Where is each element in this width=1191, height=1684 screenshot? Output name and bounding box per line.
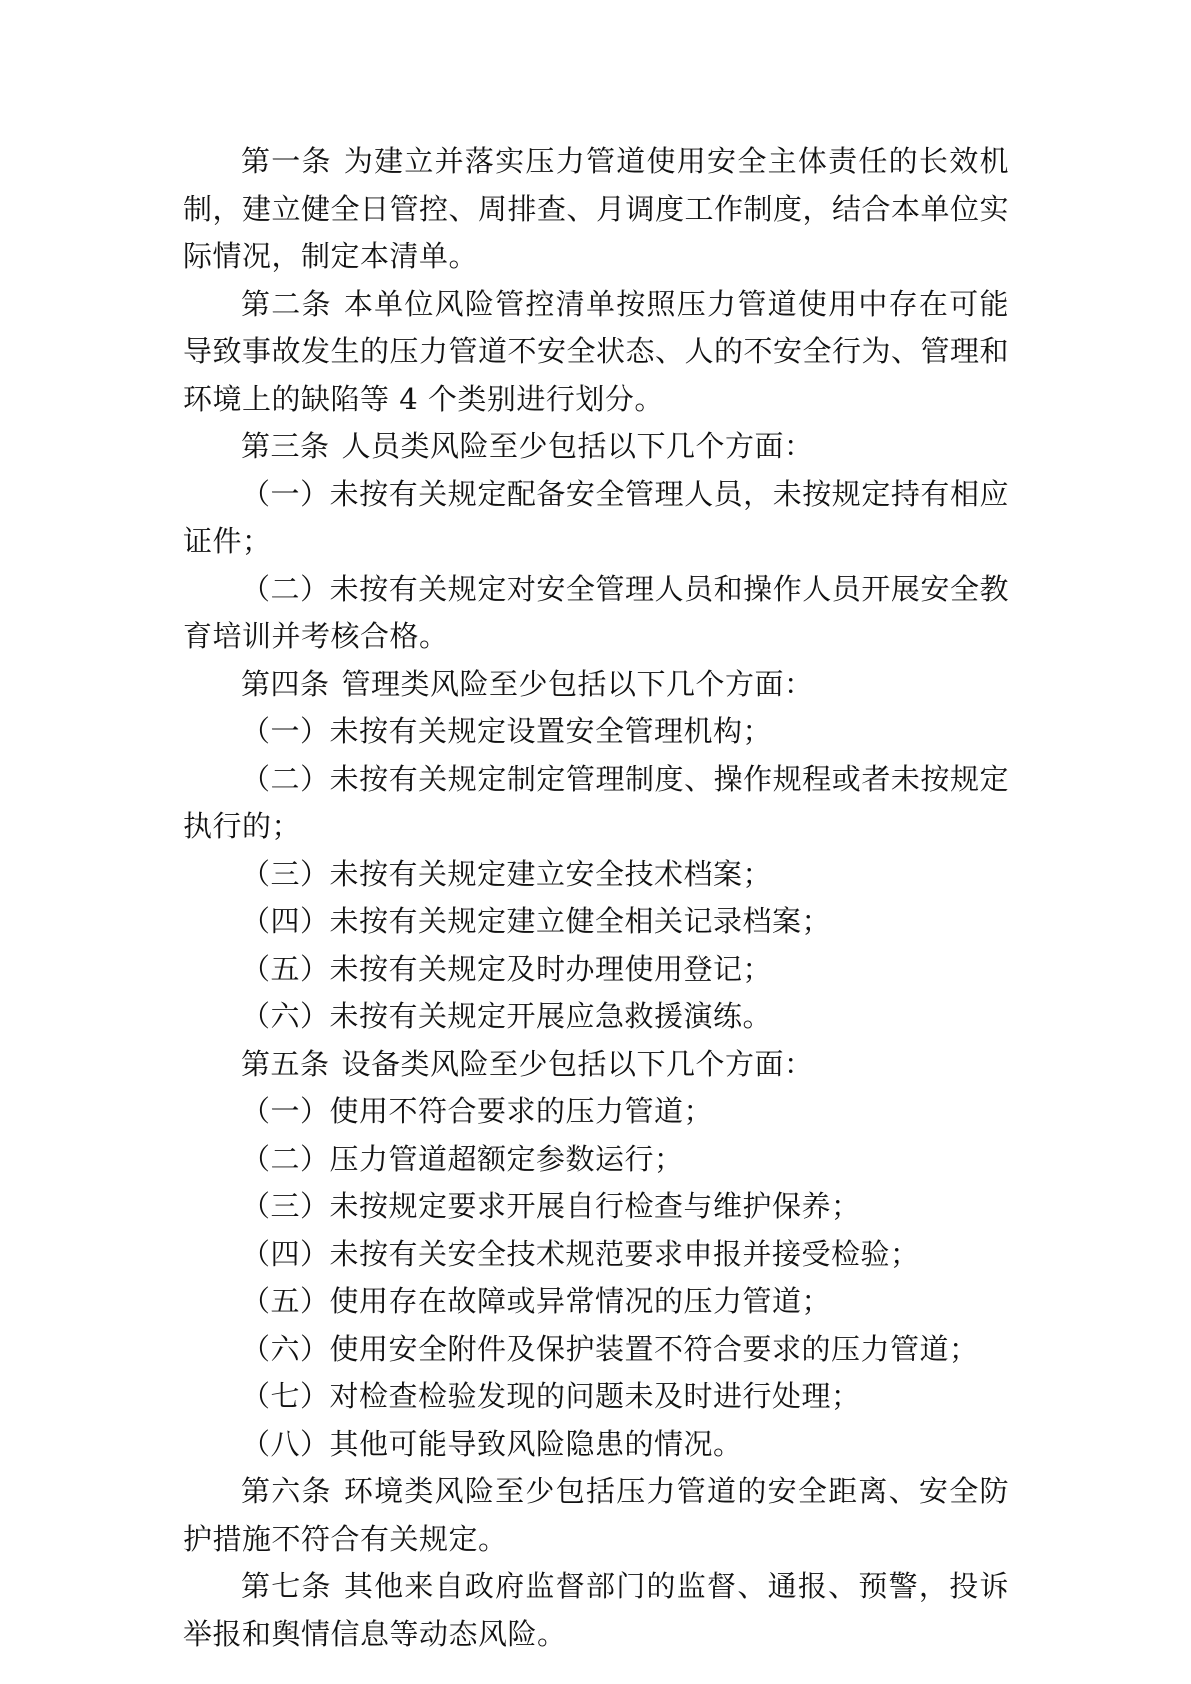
article-number: 第三条 xyxy=(241,429,330,463)
list-item xyxy=(183,1326,1009,1374)
list-item xyxy=(183,1373,1009,1421)
list-item xyxy=(183,566,1009,661)
list-item xyxy=(183,851,1009,899)
list-item-text: （六）使用安全附件及保护装置不符合要求的压力管道； xyxy=(241,1331,979,1366)
article-text: 其他来自政府监督部门的监督、通报、预警，投诉举报和舆情信息等动态风险。 xyxy=(183,1569,1009,1651)
list-item-text: （五）未按有关规定及时办理使用登记； xyxy=(241,951,773,986)
list-item xyxy=(183,1278,1009,1326)
article-text: 本单位风险管控清单按照压力管道使用中存在可能导致事故发生的压力管道不安全状态、人的不安全行为、管理和环境上的缺陷等 4 个类别进行划分。 xyxy=(183,286,1010,416)
article-7 xyxy=(183,1563,1009,1658)
article-3 xyxy=(183,423,1009,471)
list-item-text: （五）使用存在故障或异常情况的压力管道； xyxy=(241,1284,832,1318)
list-item xyxy=(183,708,1009,756)
list-item-text: （四）未按有关规定建立健全相关记录档案； xyxy=(241,904,832,938)
list-item-text: （一）未按有关规定配备安全管理人员，未按规定持有相应证件； xyxy=(183,476,1009,558)
article-2 xyxy=(183,281,1009,424)
article-number: 第四条 xyxy=(241,666,330,701)
list-item-text: （二）压力管道超额定参数运行； xyxy=(241,1141,684,1176)
list-item xyxy=(183,898,1009,946)
list-item xyxy=(183,1231,1009,1279)
list-item-text: （一）使用不符合要求的压力管道； xyxy=(241,1094,714,1128)
list-item-text: （二）未按有关规定对安全管理人员和操作人员开展安全教育培训并考核合格。 xyxy=(183,571,1009,653)
article-text: 管理类风险至少包括以下几个方面： xyxy=(341,666,814,701)
article-number: 第七条 xyxy=(241,1569,332,1603)
list-item xyxy=(183,756,1009,851)
article-text: 人员类风险至少包括以下几个方面： xyxy=(341,429,814,463)
document-page xyxy=(183,138,1009,1658)
list-item-text: （二）未按有关规定制定管理制度、操作规程或者未按规定执行的； xyxy=(183,761,1009,843)
list-item-text: （八）其他可能导致风险隐患的情况。 xyxy=(241,1426,743,1461)
list-item-text: （六）未按有关规定开展应急救援演练。 xyxy=(241,999,773,1033)
article-4 xyxy=(183,661,1009,709)
list-item-text: （一）未按有关规定设置安全管理机构； xyxy=(241,714,773,748)
article-text: 设备类风险至少包括以下几个方面： xyxy=(341,1046,814,1081)
list-item xyxy=(183,946,1009,994)
list-item xyxy=(183,471,1009,566)
list-item xyxy=(183,1421,1009,1469)
article-number: 第二条 xyxy=(241,286,332,321)
article-number: 第五条 xyxy=(241,1046,330,1081)
article-number: 第一条 xyxy=(241,144,332,178)
article-6 xyxy=(183,1468,1009,1563)
article-number: 第六条 xyxy=(241,1474,332,1508)
article-text: 为建立并落实压力管道使用安全主体责任的长效机制，建立健全日管控、周排查、月调度工作制度，结合本单位实际情况，制定本清单。 xyxy=(183,144,1010,273)
list-item-text: （三）未按有关规定建立安全技术档案； xyxy=(241,856,773,891)
article-1 xyxy=(183,138,1009,281)
list-item xyxy=(183,1183,1009,1231)
list-item-text: （三）未按规定要求开展自行检查与维护保养； xyxy=(241,1189,861,1223)
list-item-text: （七）对检查检验发现的问题未及时进行处理； xyxy=(241,1379,861,1413)
list-item xyxy=(183,993,1009,1041)
list-item xyxy=(183,1136,1009,1184)
article-text: 环境类风险至少包括压力管道的安全距离、安全防护措施不符合有关规定。 xyxy=(183,1474,1009,1556)
article-5 xyxy=(183,1041,1009,1089)
list-item xyxy=(183,1088,1009,1136)
list-item-text: （四）未按有关安全技术规范要求申报并接受检验； xyxy=(241,1236,920,1271)
